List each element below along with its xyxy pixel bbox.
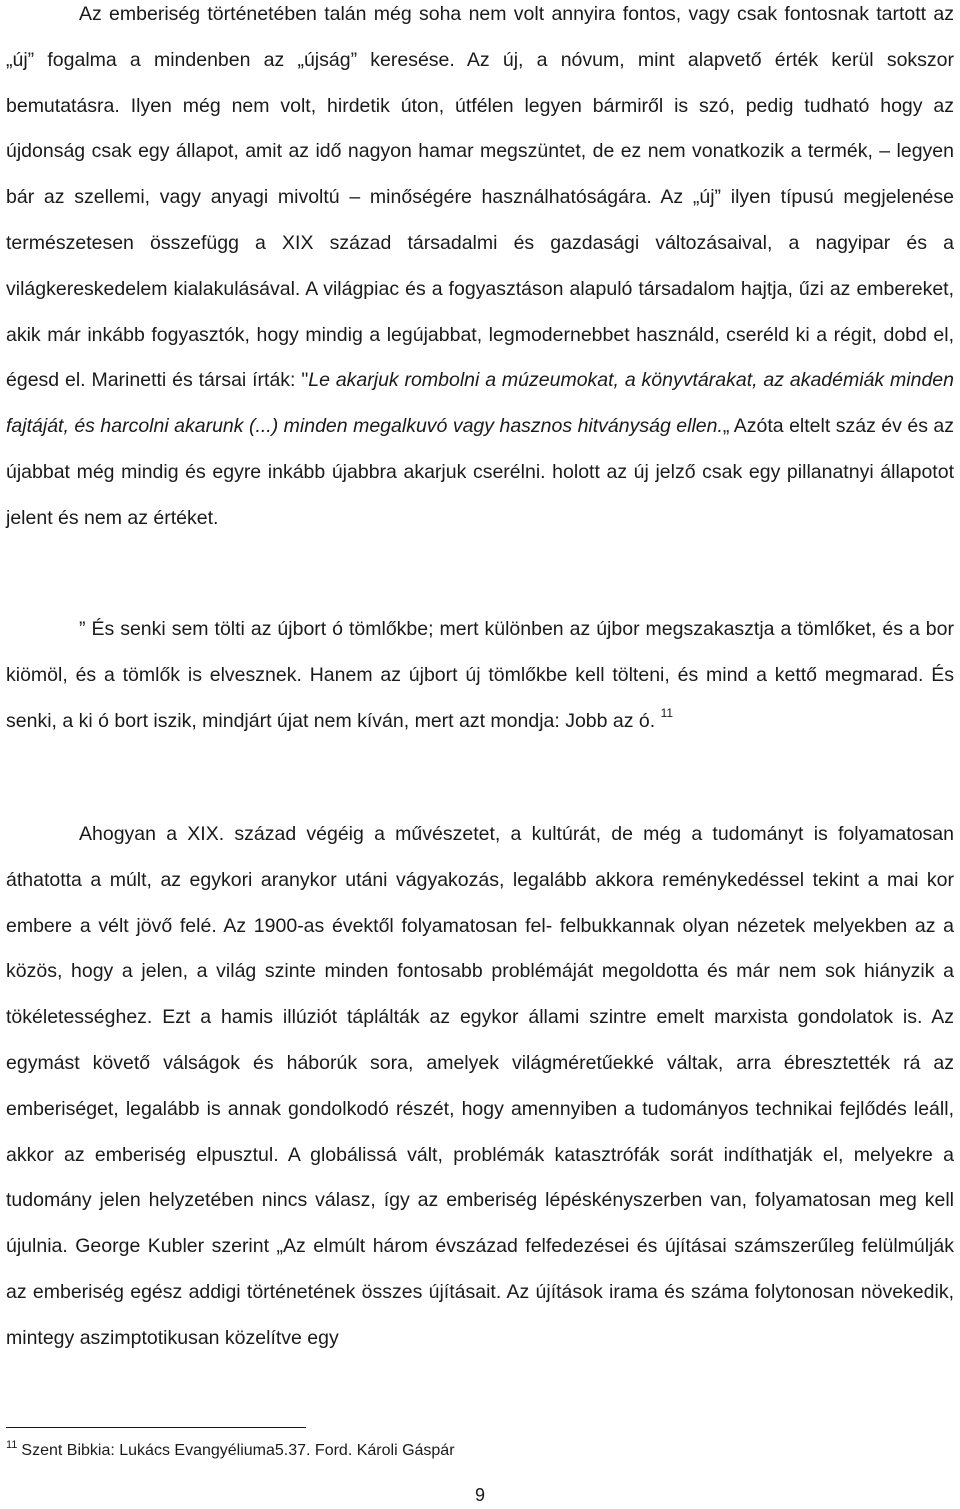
paragraph-1-text-end: „ Azóta eltelt száz év és az újabbat még mindig és egyre inkább újabbra akarjuk cserélni. holott az új jelző csak egy pillanatnyi állapotot jelent és nem az értéket. bbox=[6, 415, 955, 529]
footnote-number: 11 bbox=[6, 1439, 18, 1451]
paragraph-1-text: Az emberiség történetében talán még soha nem volt annyira fontos, vagy csak fontosnak tartott az „új” fogalma a mindenben az „újság” keresése. Az új, a nóvum, mint alapvető érték kerül sokszor bemutatásra. Ilyen még nem volt, hirdetik úton, útfélen legyen bármiről is szó, pedig tudható hogy az újdonság csak egy állapot, amit az idő nagyon hamar megszüntet, de ez nem vonatkozik a termék, – legyen bár az szellemi, vagy anyagi mivoltú – minőségére használhatóságára. Az „új” ilyen típusú megjelenése természetesen összefügg a XIX század társadalmi és gazdasági változásaival, a nagyipar és a világkereskedelem kialakulásával. A világpiac és a fogyasztáson alapuló társadalom hajtja, űzi az embereket, akik már inkább fogyasztók, hogy mindig a legújabbat, legmodernebbet használd, cseréld ki a régit, dobd el, égesd el. Marinetti és társai írták: " bbox=[6, 3, 954, 392]
paragraph-3-text: Ahogyan a XIX. század végéig a művészetet, a kultúrát, de még a tudományt is folyamatosan áthatotta a múlt, az egykori aranykor utáni vágyakozás, legalább akkora reménykedéssel tekint a mai kor embere a vélt jövő felé. Az 1900-as évektől folyamatosan fel- felbukkannak olyan nézetek melyekben az a közös, hogy a jelen, a világ szinte minden fontosabb problémáját megoldotta és már nem sok hiányzik a tökéletességhez. Ezt a hamis illúziót táplálták az egykor állami szintre emelt marxista gondolatok is. Az egymást követő válságok és háborúk sora, amelyek világméretűekké váltak, arra ébresztették rá az emberiséget, legalább is annak gondolkodó részét, hogy amennyiben a tudományos technikai fejlődés leáll, akkor az emberiség elpusztul. A globálissá vált, problémák katasztrófák sorát indíthatják el, melyekre a tudomány jelen helyzetében nincs válasz, így az emberiség lépéskényszerben van, folyamatosan meg kell újulnia. George Kubler szerint „Az elmúlt három évszázad felfedezései és újításai számszerűleg felülmúlják az emberiség egész addigi történetének összes újításait. Az újítások irama és száma folytonosan növekedik, mintegy aszimptotikusan közelítve egy bbox=[6, 823, 954, 1349]
paragraph-1 bbox=[6, 0, 954, 542]
bible-quote-text: ” És senki sem tölti az újbort ó tömlőkbe; mert különben az újbor megszakasztja a tömlőket, és a bor kiömöl, és a tömlők is elvesznek. Hanem az újbort új tömlőkbe kell tölteni, és mind a kettő megmarad. És senki, a ki ó bort iszik, mindjárt újat nem kíván, mert azt mondja: Jobb az ó. bbox=[6, 618, 954, 732]
footnote-text: Szent Bibkia: Lukács Evangyéliuma5.37. Ford. Károli Gáspár bbox=[21, 1442, 455, 1459]
bible-quote-paragraph bbox=[6, 607, 954, 744]
footnote-separator bbox=[6, 1427, 306, 1428]
footnote bbox=[6, 1440, 455, 1462]
paragraph-3 bbox=[6, 812, 954, 1362]
marinetti-quote: Le akarjuk rombolni a múzeumokat, a könyvtárakat, az akadémiák minden fajtáját, és harcolni akarunk (...) minden megalkuvó vagy hasznos hitványság ellen. bbox=[6, 369, 954, 438]
page-number: 9 bbox=[474, 1485, 485, 1505]
footnote-reference: 11 bbox=[660, 705, 674, 720]
